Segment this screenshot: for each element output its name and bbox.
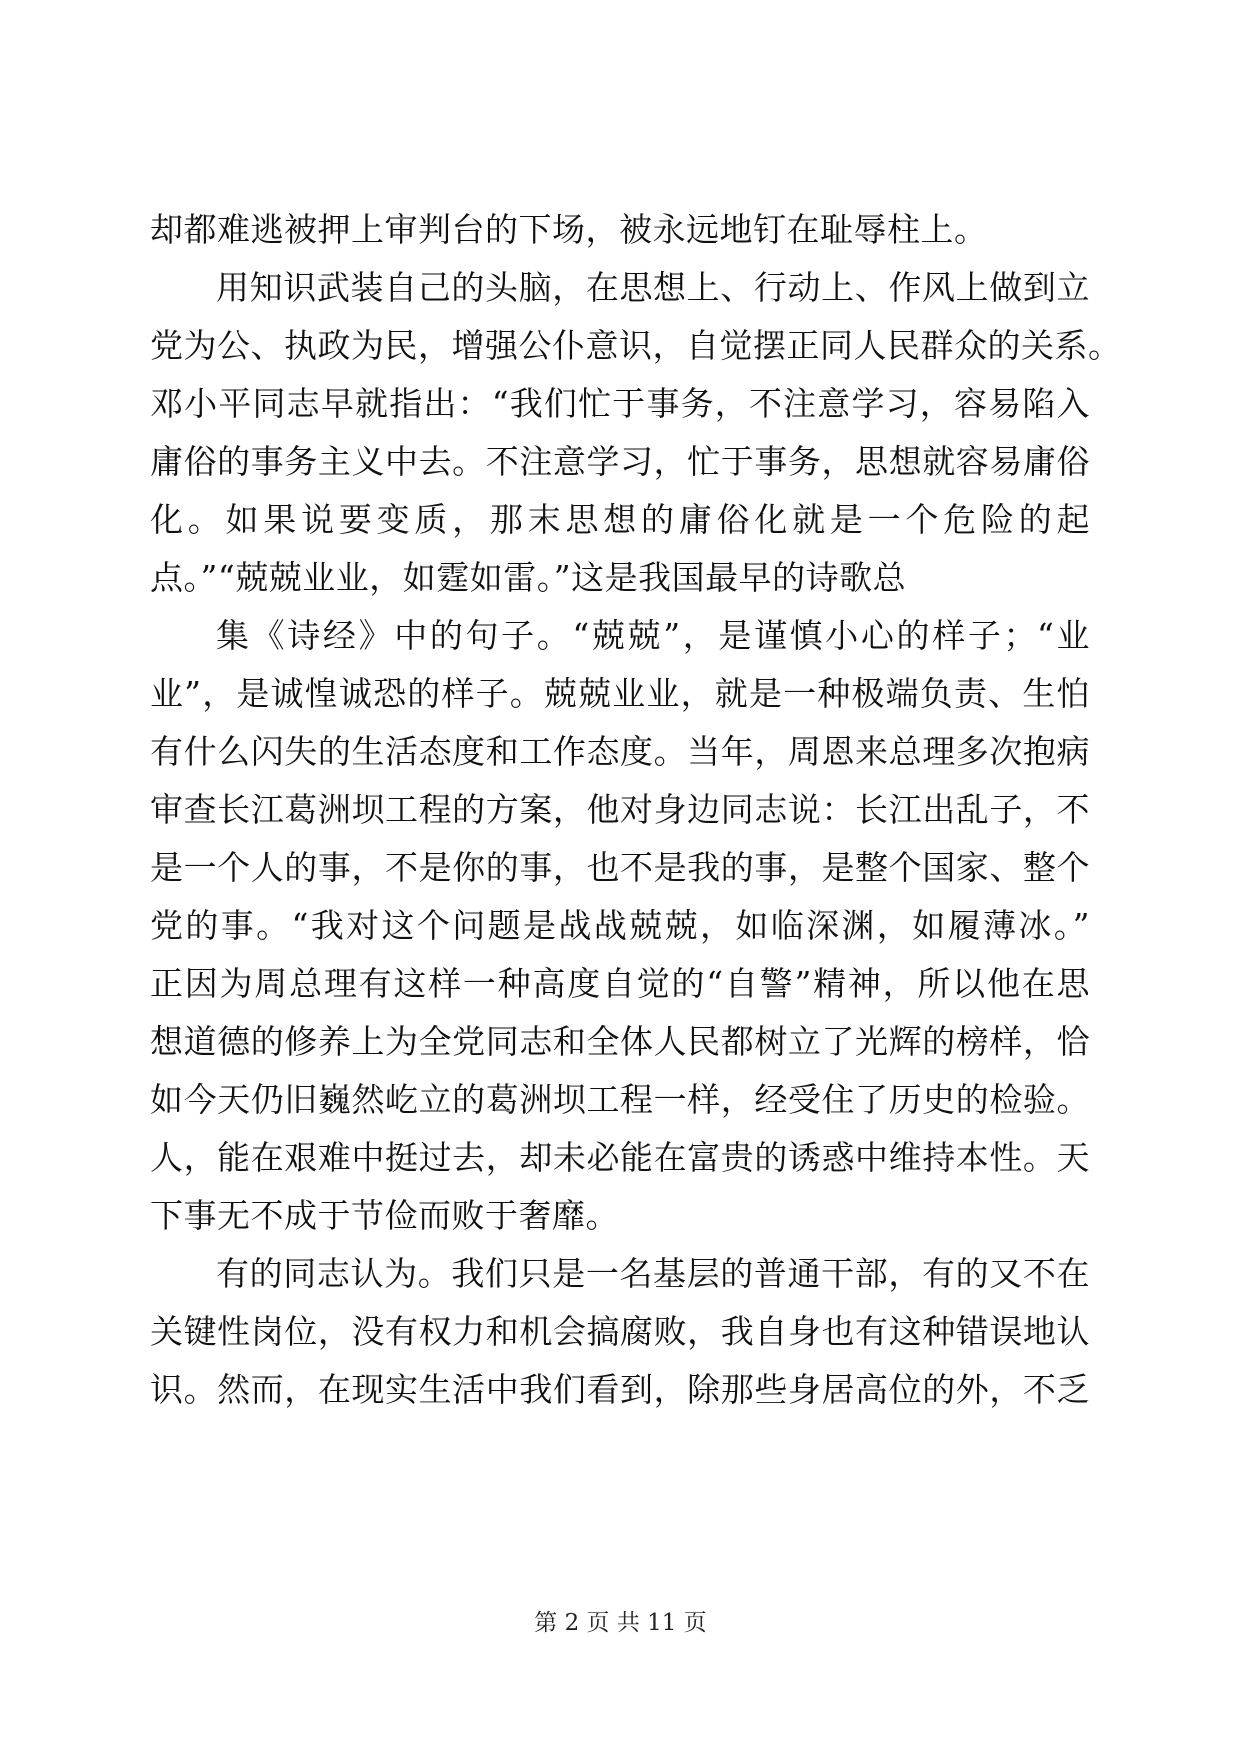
text-line: 关键性岗位，没有权力和机会搞腐败，我自身也有这种错误地认	[150, 1312, 1090, 1351]
page-number-footer: 第 2 页 共 11 页	[534, 1610, 707, 1636]
text-line: 点。”“兢兢业业，如霆如雷。”这是我国最早的诗歌总	[150, 558, 907, 597]
text-line: 业”，是诚惶诚恐的样子。兢兢业业，就是一种极端负责、生怕	[150, 674, 1090, 713]
text-line: 下事无不成于节俭而败于奢靡。	[150, 1196, 619, 1235]
text-line: 人，能在艰难中挺过去，却未必能在富贵的诱惑中维持本性。天	[150, 1138, 1090, 1177]
text-line: 邓小平同志早就指出：“我们忙于事务，不注意学习，容易陷入	[150, 384, 1090, 423]
text-line: 想道德的修养上为全党同志和全体人民都树立了光辉的榜样，恰	[150, 1022, 1090, 1061]
paragraph-first-line: 用知识武装自己的头脑，在思想上、行动上、作风上做到立	[216, 268, 1090, 307]
text-line: 有什么闪失的生活态度和工作态度。当年，周恩来总理多次抱病	[150, 732, 1090, 771]
text-line: 却都难逃被押上审判台的下场，被永远地钉在耻辱柱上。	[150, 210, 988, 249]
text-line: 是一个人的事，不是你的事，也不是我的事，是整个国家、整个	[150, 848, 1090, 887]
text-line: 审查长江葛洲坝工程的方案，他对身边同志说：长江出乱子，不	[150, 790, 1090, 829]
text-line: 识。然而，在现实生活中我们看到，除那些身居高位的外，不乏	[150, 1370, 1090, 1409]
paragraph-first-line: 集《诗经》中的句子。“兢兢”，是谨慎小心的样子；“业	[216, 616, 1090, 655]
text-line: 庸俗的事务主义中去。不注意学习，忙于事务，思想就容易庸俗	[150, 442, 1090, 481]
text-line: 党的事。“我对这个问题是战战兢兢，如临深渊，如履薄冰。”	[150, 906, 1090, 945]
text-line: 化。如果说要变质，那末思想的庸俗化就是一个危险的起	[150, 500, 1090, 539]
paragraph-first-line: 有的同志认为。我们只是一名基层的普通干部，有的又不在	[216, 1254, 1090, 1293]
text-line: 正因为周总理有这样一种高度自觉的“自警”精神，所以他在思	[150, 964, 1090, 1003]
text-line: 如今天仍旧巍然屹立的葛洲坝工程一样，经受住了历史的检验。	[150, 1080, 1090, 1119]
text-line: 党为公、执政为民，增强公仆意识，自觉摆正同人民群众的关系。	[150, 326, 1122, 365]
